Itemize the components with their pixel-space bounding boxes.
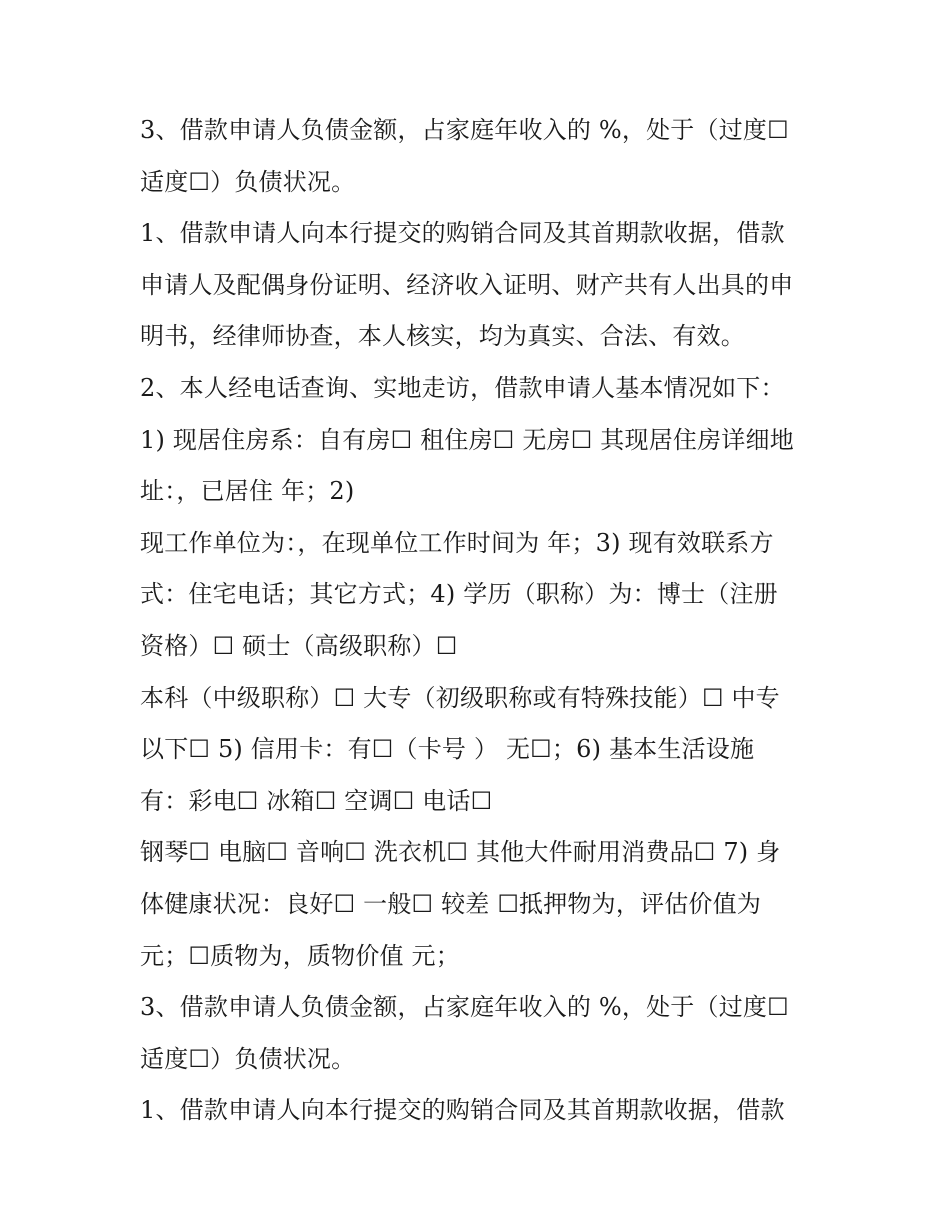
text-line: 元；☐质物为，质物价值 元； <box>140 941 460 970</box>
text-line: 2、本人经电话查询、实地走访，借款申请人基本情况如下： <box>140 373 785 402</box>
text-line: 适度☐）负债状况。 <box>140 167 356 196</box>
text-line: 资格）☐ 硕士（高级职称）☐ <box>140 631 458 660</box>
text-line: 3、借款申请人负债金额，占家庭年收入的 %，处于（过度☐ <box>140 993 789 1022</box>
text-line: 以下☐ 5) 信用卡：有☐（卡号 ） 无☐；6) 基本生活设施 <box>140 735 755 764</box>
text-line: 式：住宅电话；其它方式；4) 学历（职称）为：博士（注册 <box>140 580 778 609</box>
text-line: 本科（中级职称）☐ 大专（初级职称或有特殊技能）☐ 中专 <box>140 683 780 712</box>
text-line: 址：，已居住 年；2) <box>140 477 355 506</box>
text-line: 钢琴☐ 电脑☐ 音响☐ 洗衣机☐ 其他大件耐用消费品☐ 7) 身 <box>140 838 781 867</box>
text-line: 明书，经律师协查，本人核实，均为真实、合法、有效。 <box>140 322 745 351</box>
text-line: 1) 现居住房系：自有房☐ 租住房☐ 无房☐ 其现居住房详细地 <box>140 425 794 454</box>
text-line: 申请人及配偶身份证明、经济收入证明、财产共有人出具的申 <box>140 270 794 299</box>
text-line: 有：彩电☐ 冰箱☐ 空调☐ 电话☐ <box>140 786 493 815</box>
text-line: 适度☐）负债状况。 <box>140 1044 356 1073</box>
text-line: 3、借款申请人负债金额，占家庭年收入的 %，处于（过度☐ <box>140 116 789 144</box>
text-line: 现工作单位为：，在现单位工作时间为 年；3) 现有效联系方 <box>140 528 774 557</box>
text-line: 1、借款申请人向本行提交的购销合同及其首期款收据，借款 <box>140 1096 785 1125</box>
text-line: 1、借款申请人向本行提交的购销合同及其首期款收据，借款 <box>140 219 785 248</box>
text-line: 体健康状况：良好☐ 一般☐ 较差 ☐抵押物为，评估价值为 <box>140 889 762 918</box>
document-page <box>140 109 830 1141</box>
